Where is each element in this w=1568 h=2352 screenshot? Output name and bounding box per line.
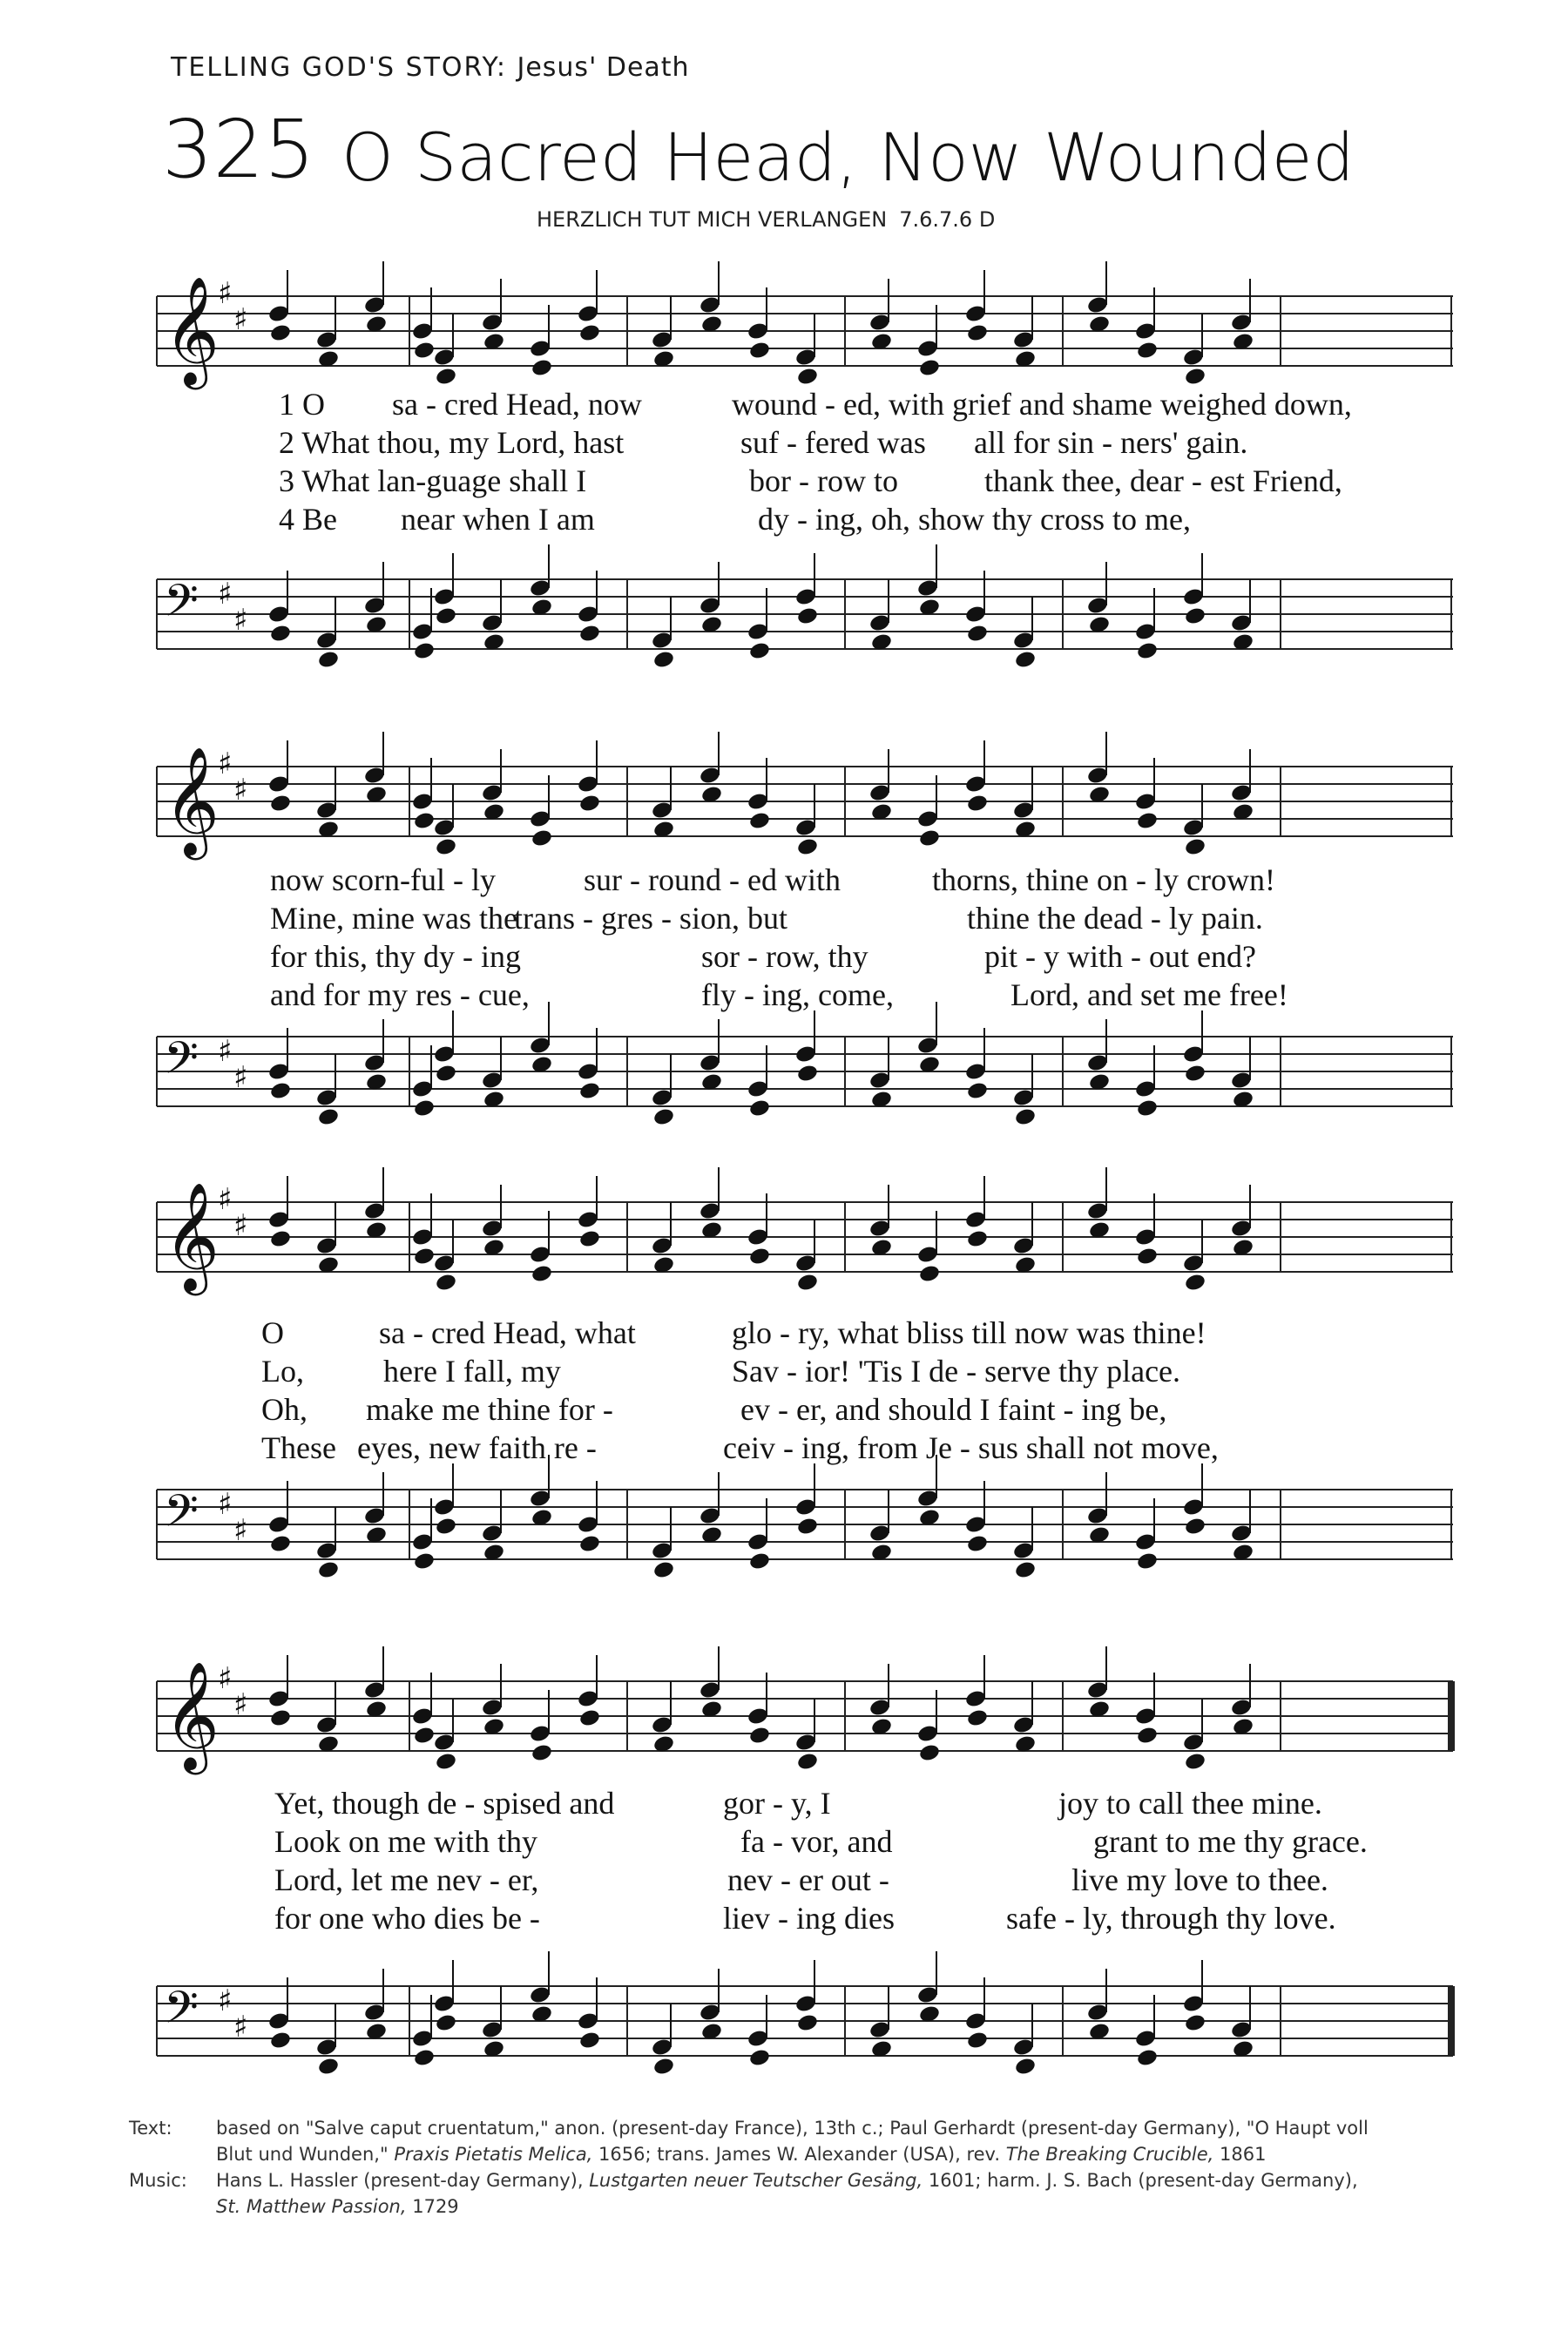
lyric-segment: Look on me with thy: [274, 1824, 537, 1859]
note-head: [435, 606, 457, 626]
note-head: [269, 1708, 292, 1728]
lyric-segment: Lo,: [261, 1354, 304, 1389]
text-credit-line: based on "Salve caput cruentatum," anon. (present-day France), 13th c.; Paul Gerhardt (present-day Germany), "O Haupt voll: [216, 2118, 1369, 2139]
treble-staff: [148, 1167, 1455, 1307]
note-head: [796, 606, 819, 626]
sharp-icon: ♯: [218, 1182, 233, 1217]
note-head: [413, 1098, 436, 1119]
sharp-icon: ♯: [233, 302, 248, 337]
sharp-icon: ♯: [233, 1060, 248, 1095]
note-head: [531, 358, 553, 378]
note-head: [1184, 1273, 1206, 1293]
note-head: [796, 837, 819, 857]
lyric-segment: joy to call thee mine.: [1058, 1786, 1322, 1821]
lyric-segment: pit - y with - out end?: [984, 939, 1256, 974]
note-head: [269, 1081, 292, 1101]
bass-staff: [148, 1002, 1455, 1141]
hymn-number: 325: [162, 103, 315, 196]
lyric-segment: grant to me thy grace.: [1093, 1824, 1368, 1859]
note-head: [435, 1752, 457, 1772]
note-head: [748, 1726, 771, 1746]
note-head: [796, 367, 819, 387]
note-head: [1014, 650, 1037, 670]
section-title: TELLING GOD'S STORY:: [171, 52, 507, 83]
lyric-segment: Lord, let me nev - er,: [274, 1862, 539, 1897]
lyric-line: [148, 1822, 1455, 1861]
note-head: [1136, 1247, 1159, 1267]
lyric-segment: bor - row to: [749, 463, 898, 498]
note-head: [918, 358, 941, 378]
lyric-segment: 3 What lan-guage shall I: [279, 463, 587, 498]
note-head: [269, 2031, 292, 2051]
note-head: [317, 1560, 340, 1580]
lyric-segment: 4 Be: [279, 502, 337, 537]
note-head: [748, 1247, 771, 1267]
note-head: [796, 1517, 819, 1537]
bass-staff: [148, 544, 1455, 684]
note-head: [1184, 837, 1206, 857]
note-head: [966, 1229, 989, 1249]
credit-source: The Breaking Crucible,: [1005, 2144, 1214, 2165]
note-head: [578, 1229, 601, 1249]
sharp-icon: ♯: [233, 603, 248, 638]
lyric-segment: eyes, new faith re -: [357, 1430, 597, 1465]
treble-clef-icon: 𝄞: [164, 1182, 220, 1291]
note-head: [918, 828, 941, 848]
credit-source: Lustgarten neuer Teutscher Gesäng,: [589, 2170, 923, 2191]
sharp-icon: ♯: [233, 2010, 248, 2044]
note-head: [1184, 2013, 1206, 2033]
note-head: [531, 1743, 553, 1763]
note-head: [578, 624, 601, 644]
lyric-segment: all for sin - ners' gain.: [974, 425, 1248, 460]
note-head: [578, 2031, 601, 2051]
lyric-segment: here I fall, my: [383, 1354, 561, 1389]
sharp-icon: ♯: [233, 1208, 248, 1243]
lyric-segment: for this, thy dy - ing: [270, 939, 521, 974]
section-subtitle: Jesus' Death: [517, 52, 690, 83]
note-head: [966, 1534, 989, 1554]
treble-staff: [148, 732, 1455, 871]
lyric-segment: Lord, and set me free!: [1010, 977, 1288, 1012]
tune-name: HERZLICH TUT MICH VERLANGEN: [537, 207, 888, 232]
lyric-segment: These: [261, 1430, 336, 1465]
note-head: [413, 2048, 436, 2068]
credit-part: Blut und Wunden,": [216, 2144, 389, 2165]
note-head: [1136, 641, 1159, 661]
note-head: [578, 1708, 601, 1728]
lyric-segment: Oh,: [261, 1392, 308, 1427]
sharp-icon: ♯: [218, 577, 233, 612]
note-head: [435, 367, 457, 387]
note-head: [796, 2013, 819, 2033]
lyric-segment: ceiv - ing, from Je - sus shall not move,: [723, 1430, 1219, 1465]
lyric-segment: dy - ing, oh, show thy cross to me,: [758, 502, 1191, 537]
lyric-line: [148, 1861, 1455, 1899]
lyric-line: [148, 385, 1455, 423]
sharp-icon: ♯: [233, 1513, 248, 1548]
tune-meter: 7.6.7.6 D: [899, 207, 996, 232]
bass-staff: [148, 1951, 1455, 2091]
lyric-segment: now scorn-ful - ly: [270, 862, 496, 897]
note-head: [1136, 811, 1159, 831]
note-head: [966, 1708, 989, 1728]
sharp-icon: ♯: [218, 747, 233, 781]
lyric-segment: and for my res - cue,: [270, 977, 530, 1012]
lyric-segment: make me thine for -: [366, 1392, 613, 1427]
credits: [129, 2115, 1453, 2220]
lyric-segment: fly - ing, come,: [701, 977, 894, 1012]
note-head: [748, 341, 771, 361]
note-head: [413, 1247, 436, 1267]
lyric-segment: trans - gres - sion, but: [514, 901, 787, 936]
note-head: [652, 1107, 675, 1127]
note-head: [652, 2057, 675, 2077]
note-head: [918, 1264, 941, 1284]
note-head: [317, 2057, 340, 2077]
sharp-icon: ♯: [218, 276, 233, 311]
lyric-line: [148, 1899, 1455, 1937]
treble-clef-icon: 𝄞: [164, 276, 220, 385]
bass-clef-icon: 𝄢: [164, 574, 199, 638]
note-head: [435, 1517, 457, 1537]
note-head: [1136, 1098, 1159, 1119]
bass-clef-icon: 𝄢: [164, 1981, 199, 2044]
lyric-segment: wound - ed, with grief and shame weighed down,: [732, 387, 1352, 422]
note-head: [748, 811, 771, 831]
lyric-segment: thorns, thine on - ly crown!: [932, 862, 1275, 897]
music-system-1: [148, 244, 1455, 679]
credit-source: Praxis Pietatis Melica,: [394, 2144, 593, 2165]
music-credit-line: [216, 2167, 1453, 2193]
lyric-segment: suf - fered was: [740, 425, 926, 460]
hymn-title: O Sacred Head, Now Wounded: [341, 118, 1355, 196]
lyric-segment: sa - cred Head, now: [392, 387, 642, 422]
note-head: [652, 1560, 675, 1580]
lyric-segment: glo - ry, what bliss till now was thine!: [732, 1315, 1206, 1350]
note-head: [796, 1752, 819, 1772]
note-head: [435, 1064, 457, 1084]
sharp-icon: ♯: [218, 1034, 233, 1069]
music-system-2: [148, 714, 1455, 1124]
lyric-segment: ev - er, and should I faint - ing be,: [740, 1392, 1167, 1427]
note-head: [1184, 1064, 1206, 1084]
note-head: [1136, 2048, 1159, 2068]
note-head: [578, 794, 601, 814]
lyric-line: [148, 1390, 1455, 1429]
treble-clef-icon: 𝄞: [164, 747, 220, 855]
lyric-segment: near when I am: [401, 502, 595, 537]
note-head: [531, 1264, 553, 1284]
note-head: [269, 323, 292, 343]
lyric-segment: 2 What thou, my Lord, hast: [279, 425, 625, 460]
lyric-line: [148, 462, 1455, 500]
sharp-icon: ♯: [218, 1984, 233, 2018]
credit-part: Hans L. Hassler (present-day Germany),: [216, 2170, 584, 2191]
lyric-segment: 1 O: [279, 387, 325, 422]
note-head: [796, 1273, 819, 1293]
music-system-3: [148, 1150, 1455, 1559]
note-head: [796, 1064, 819, 1084]
note-head: [317, 650, 340, 670]
sharp-icon: ♯: [233, 1687, 248, 1722]
note-head: [413, 341, 436, 361]
note-head: [413, 1551, 436, 1571]
note-head: [966, 624, 989, 644]
note-head: [413, 1726, 436, 1746]
note-head: [413, 641, 436, 661]
lyric-segment: sor - row, thy: [701, 939, 868, 974]
note-head: [1014, 2057, 1037, 2077]
lyric-segment: Sav - ior! 'Tis I de - serve thy place.: [732, 1354, 1181, 1389]
section-header: [171, 52, 690, 83]
lyric-line: [148, 899, 1455, 937]
note-head: [269, 624, 292, 644]
note-head: [748, 1098, 771, 1119]
note-head: [435, 2013, 457, 2033]
lyric-segment: liev - ing dies: [723, 1901, 895, 1936]
music-credit-label: Music:: [129, 2170, 187, 2191]
treble-staff: [148, 1646, 1455, 1786]
credit-part: 1729: [412, 2196, 459, 2217]
lyric-line: [148, 423, 1455, 462]
note-head: [1136, 1726, 1159, 1746]
lyric-segment: live my love to thee.: [1071, 1862, 1328, 1897]
music-credit: [129, 2167, 1453, 2220]
note-head: [966, 1081, 989, 1101]
bass-clef-icon: 𝄢: [164, 1031, 199, 1095]
music-system-4: [148, 1629, 1455, 2082]
lyric-segment: thank thee, dear - est Friend,: [984, 463, 1342, 498]
note-head: [652, 650, 675, 670]
lyric-line: [148, 500, 1455, 538]
note-head: [435, 1273, 457, 1293]
note-head: [966, 323, 989, 343]
note-head: [269, 1229, 292, 1249]
lyric-segment: safe - ly, through thy love.: [1006, 1901, 1336, 1936]
lyric-segment: nev - er out -: [727, 1862, 889, 1897]
lyric-line: [148, 1314, 1455, 1352]
lyric-segment: O: [261, 1315, 284, 1350]
note-head: [578, 1081, 601, 1101]
lyric-segment: fa - vor, and: [740, 1824, 893, 1859]
lyric-segment: gor - y, I: [723, 1786, 831, 1821]
lyric-segment: Mine, mine was the: [270, 901, 517, 936]
lyric-line: [148, 937, 1455, 976]
bass-clef-icon: 𝄢: [164, 1484, 199, 1548]
credit-part: 1601; harm. J. S. Bach (present-day Germany),: [928, 2170, 1358, 2191]
note-head: [413, 811, 436, 831]
text-credit-label: Text:: [129, 2118, 172, 2139]
note-head: [966, 2031, 989, 2051]
text-credit-line: [216, 2141, 1453, 2167]
sharp-icon: ♯: [218, 1661, 233, 1696]
note-head: [317, 1107, 340, 1127]
credit-part: 1656; trans. James W. Alexander (USA), rev.: [598, 2144, 1001, 2165]
treble-staff: [148, 261, 1455, 401]
lyric-segment: Yet, though de - spised and: [274, 1786, 615, 1821]
note-head: [578, 323, 601, 343]
note-head: [1014, 1107, 1037, 1127]
note-head: [1014, 1560, 1037, 1580]
note-head: [578, 1534, 601, 1554]
note-head: [1136, 1551, 1159, 1571]
bass-staff: [148, 1455, 1455, 1594]
credit-source: St. Matthew Passion,: [216, 2196, 407, 2217]
lyric-segment: thine the dead - ly pain.: [967, 901, 1263, 936]
note-head: [1136, 341, 1159, 361]
lyric-line: [148, 1352, 1455, 1390]
note-head: [531, 828, 553, 848]
lyric-segment: sur - round - ed with: [584, 862, 841, 897]
lyric-line: [148, 861, 1455, 899]
note-head: [269, 794, 292, 814]
note-head: [748, 1551, 771, 1571]
note-head: [269, 1534, 292, 1554]
text-credit: [129, 2115, 1453, 2167]
tune-info: [537, 207, 995, 232]
music-credit-line: [216, 2193, 1453, 2220]
note-head: [1184, 1517, 1206, 1537]
lyric-line: [148, 1784, 1455, 1822]
note-head: [1184, 606, 1206, 626]
note-head: [435, 837, 457, 857]
credit-part: 1861: [1220, 2144, 1267, 2165]
note-head: [748, 641, 771, 661]
note-head: [748, 2048, 771, 2068]
note-head: [1184, 1752, 1206, 1772]
lyric-segment: for one who dies be -: [274, 1901, 540, 1936]
lyric-segment: sa - cred Head, what: [379, 1315, 636, 1350]
note-head: [918, 1743, 941, 1763]
note-head: [966, 794, 989, 814]
sharp-icon: ♯: [218, 1487, 233, 1522]
treble-clef-icon: 𝄞: [164, 1661, 220, 1770]
sharp-icon: ♯: [233, 773, 248, 808]
note-head: [1184, 367, 1206, 387]
